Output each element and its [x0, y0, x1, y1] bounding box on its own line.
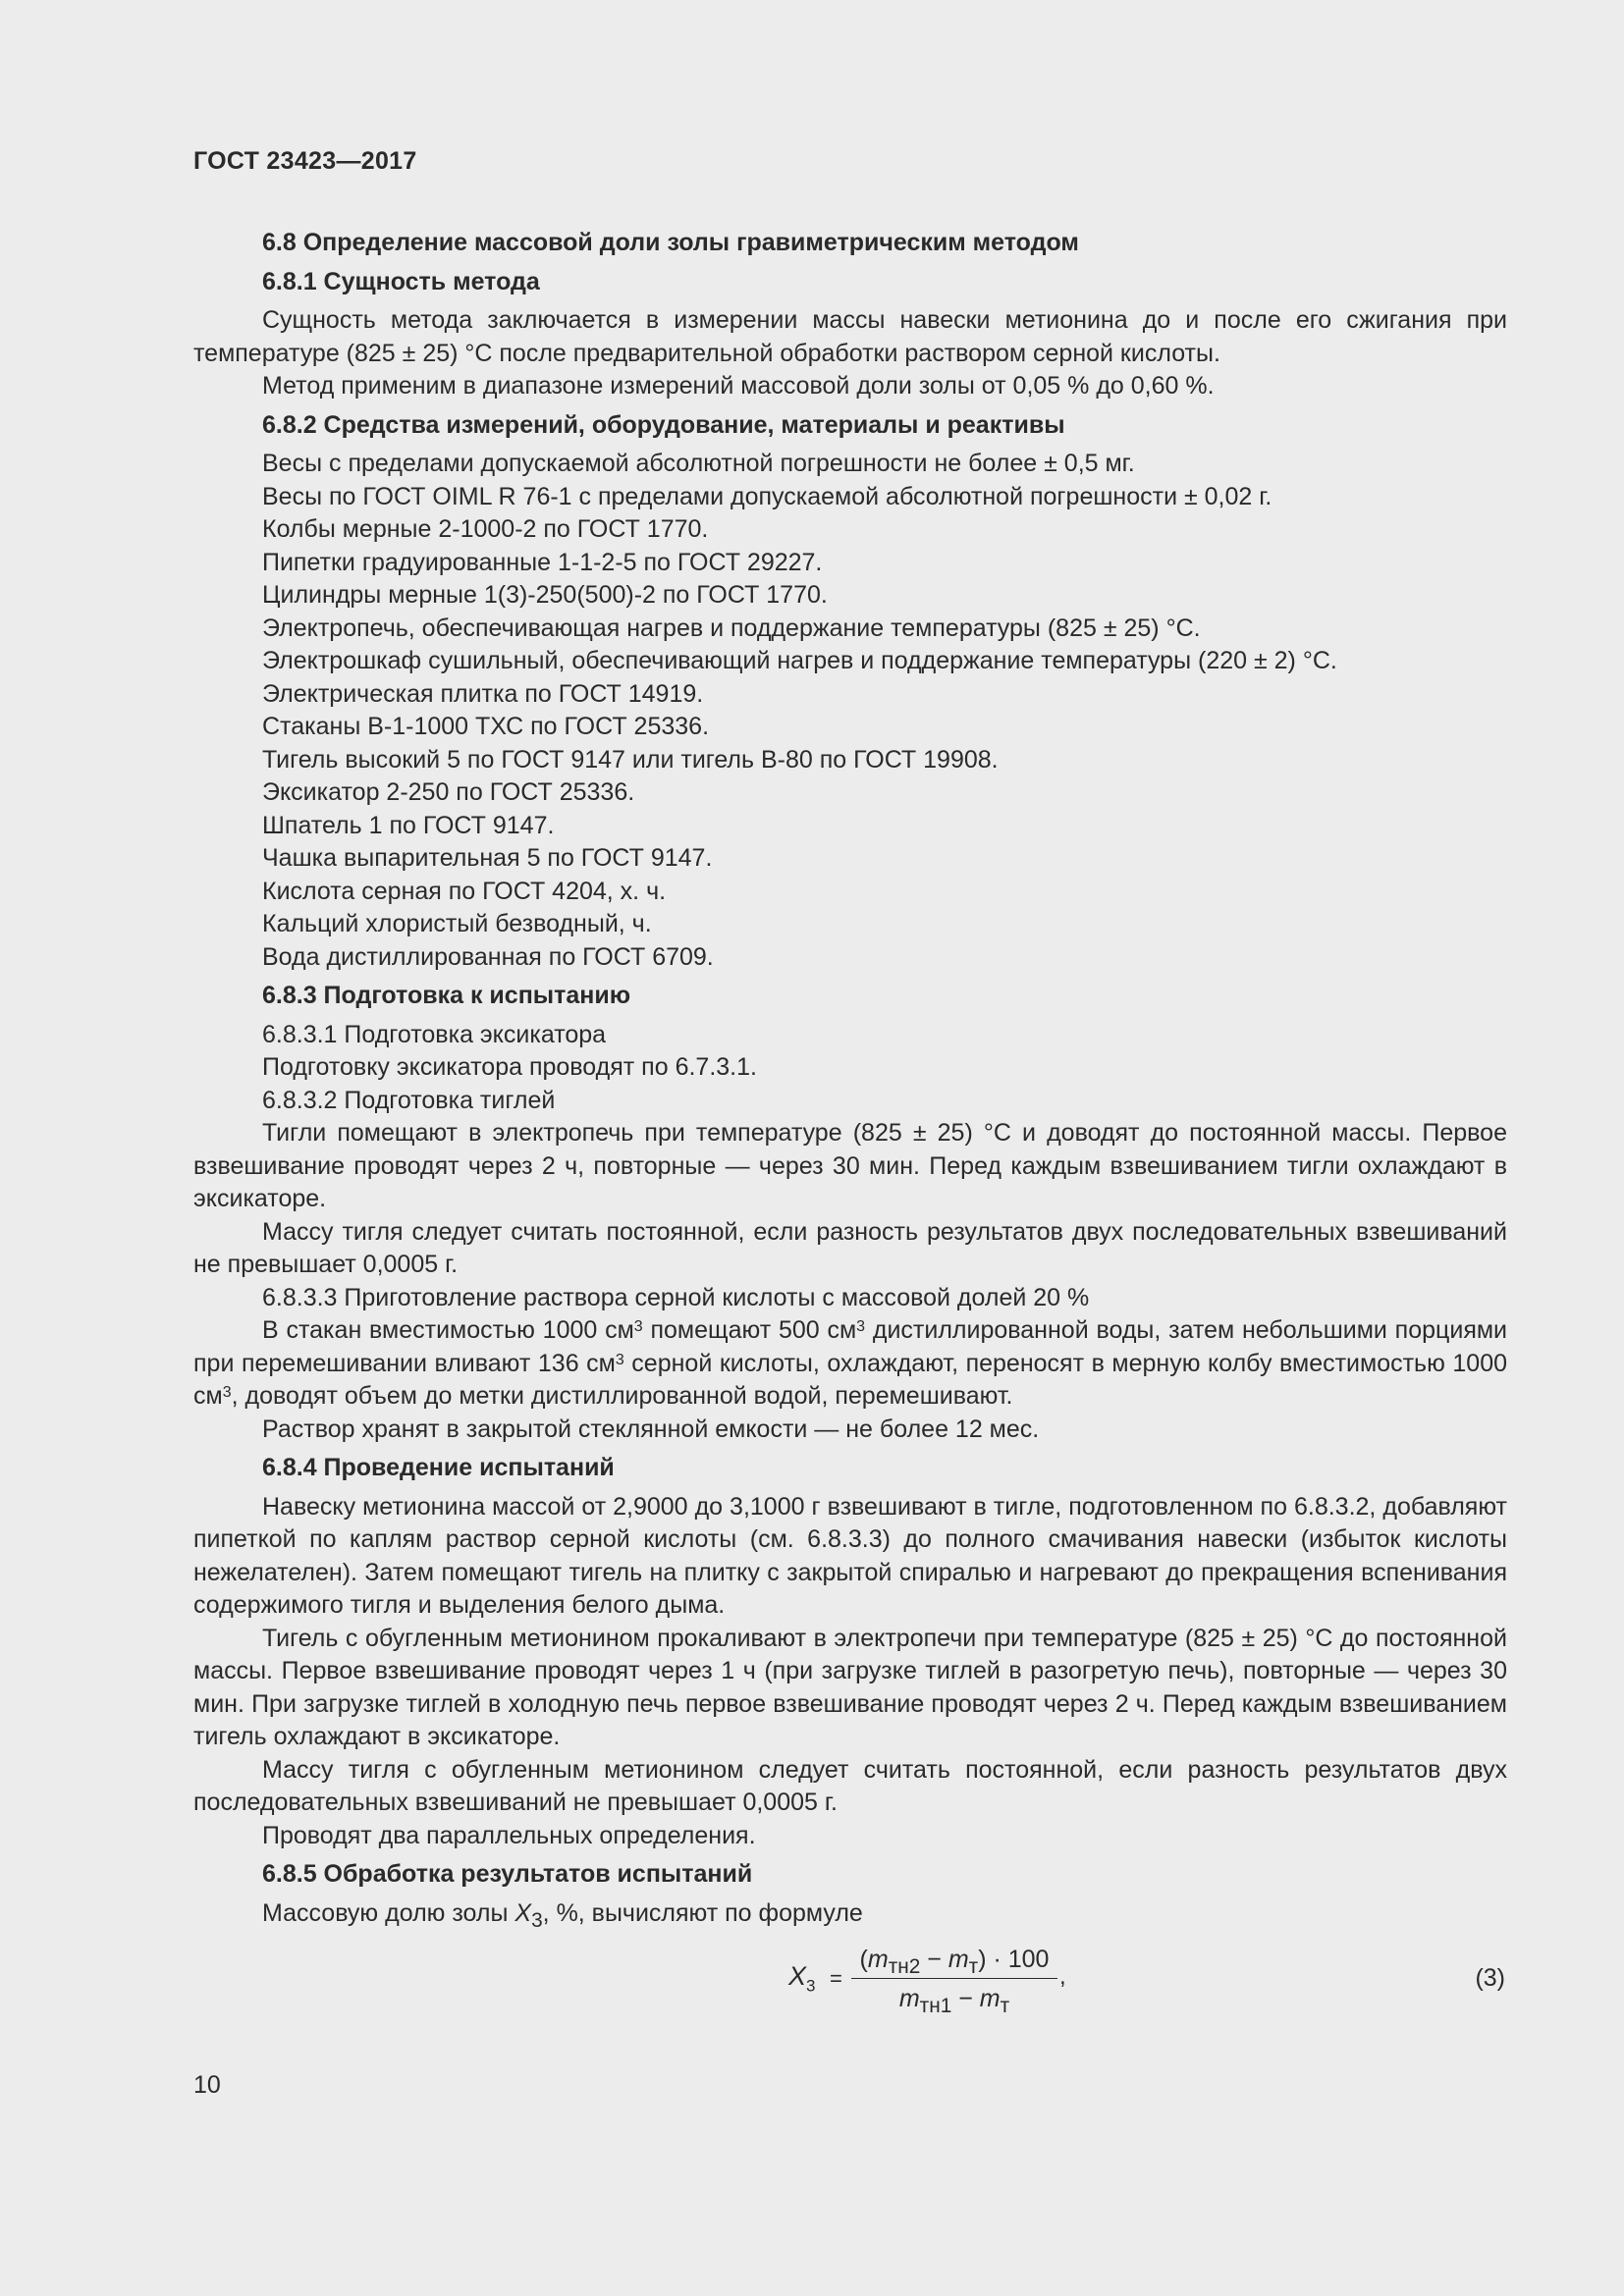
formula-denominator: $m_{тн1} - m_т$: [898, 1985, 1010, 2017]
paragraph: Тигли помещают в электропечь при температуре (825 ± 25) °С и доводят до постоянной массы. Первое взвешивание проводят через 2 ч, повторные — через 30 мин. Перед каждым взвешиванием тигли охлаждают в эксикаторе.: [193, 1119, 1507, 1212]
formula-numerator: $(m_{тн2} - m_т) \cdot 100$: [859, 1946, 1050, 1978]
list-item: Весы по ГОСТ OIML R 76-1 с пределами допускаемой абсолютной погрешности ± 0,02 г.: [262, 482, 1272, 510]
subsection-6-8-3-2-title: 6.8.3.2 Подготовка тиглей: [262, 1086, 556, 1114]
section-6-8-3-heading: 6.8.3 Подготовка к испытанию: [262, 982, 631, 1009]
list-item: Весы с пределами допускаемой абсолютной погрешности не более ± 0,5 мг.: [262, 450, 1135, 477]
paragraph-formula-intro: Массовую долю золы $X_3$, %, вычисляют по формуле: [262, 1898, 863, 1932]
document-header: ГОСТ 23423—2017: [193, 147, 417, 175]
paragraph: Подготовку эксикатора проводят по 6.7.3.1.: [262, 1053, 757, 1081]
formula-number: (3): [1475, 1964, 1505, 1992]
paragraph: Массу тигля с обугленным метионином следует считать постоянной, если разность результатов двух последовательных взвешиваний не превышает 0,0005 г.: [193, 1755, 1507, 1816]
list-item: Эксикатор 2-250 по ГОСТ 25336.: [262, 778, 635, 806]
paragraph: Метод применим в диапазоне измерений массовой доли золы от 0,05 % до 0,60 %.: [262, 372, 1215, 400]
formula-3: [193, 1943, 1507, 2015]
formula-equals: =: [830, 1966, 842, 1991]
paragraph: Тигель с обугленным метионином прокаливают в электропечи при температуре (825 ± 25) °С до постоянной массы. Первое взвешивание проводят через 1 ч (при загрузке тиглей в разогретую печь), повторные — через 30 мин. При загрузке тиглей в холодную печь первое взвешивание проводят через 2 ч. Перед каждым взвешиванием тигель охлаждают в эксикаторе.: [193, 1624, 1507, 1750]
section-6-8-2-heading: 6.8.2 Средства измерений, оборудование, материалы и реактивы: [262, 410, 1065, 439]
paragraph: Сущность метода заключается в измерении массы навески метионина до и после его сжигания при температуре (825 ± 25) °С после предварительной обработки раствором серной кислоты.: [193, 306, 1507, 367]
formula-comma: ,: [1059, 1963, 1066, 1990]
list-item: Электрическая плитка по ГОСТ 14919.: [262, 679, 704, 708]
list-item: Тигель высокий 5 по ГОСТ 9147 или тигель В-80 по ГОСТ 19908.: [262, 745, 999, 774]
paragraph: Проводят два параллельных определения.: [262, 1821, 756, 1849]
list-item: Колбы мерные 2-1000-2 по ГОСТ 1770.: [262, 515, 709, 543]
section-6-8-5-heading: 6.8.5 Обработка результатов испытаний: [262, 1860, 753, 1888]
paragraph: Навеску метионина массой от 2,9000 до 3,1000 г взвешивают в тигле, подготовленном по 6.8.3.2, добавляют пипеткой по каплям раствор серной кислоты (см. 6.8.3.3) до полного смачивания навески (избыток кислоты нежелателен). Затем помещают тигель на плитку с закрытой спиралью и нагревают до прекращения вспенивания содержимого тигля и выделения белого дыма.: [193, 1492, 1507, 1619]
subsection-6-8-3-3-title: 6.8.3.3 Приготовление раствора серной кислоты с массовой долей 20 %: [262, 1283, 1090, 1311]
formula-lhs: $X_3$: [788, 1961, 816, 1996]
paragraph-solution-preparation: В стакан вместимостью 1000 $см^3$ помещают 500 $см^3$ дистиллированной воды, затем небольшими порциями при перемешивании вливают 136 $см^3$ серной кислоты, охлаждают, переносят в мерную колбу вместимостью 1000 $см^3$, доводят объем до метки дистиллированной водой, перемешивают.: [193, 1316, 1508, 1410]
list-item: Кислота серная по ГОСТ 4204, х. ч.: [262, 877, 667, 905]
list-item: Чашка выпарительная 5 по ГОСТ 9147.: [262, 844, 713, 872]
section-6-8-1-heading: 6.8.1 Сущность метода: [262, 267, 540, 295]
list-item: Кальций хлористый безводный, ч.: [262, 910, 652, 937]
subsection-6-8-3-1-title: 6.8.3.1 Подготовка эксикатора: [262, 1020, 607, 1048]
document-body: [193, 221, 1507, 2015]
list-item: Шпатель 1 по ГОСТ 9147.: [262, 811, 555, 839]
list-item: Электропечь, обеспечивающая нагрев и поддержание температуры (825 ± 25) °С.: [262, 614, 1201, 642]
section-6-8-4-heading: 6.8.4 Проведение испытаний: [262, 1454, 615, 1481]
list-item: Вода дистиллированная по ГОСТ 6709.: [262, 942, 714, 971]
list-item: Стаканы В-1-1000 ТХС по ГОСТ 25336.: [262, 713, 710, 740]
list-item: Электрошкаф сушильный, обеспечивающий нагрев и поддержание температуры (220 ± 2) °С.: [262, 647, 1337, 674]
paragraph: Массу тигля следует считать постоянной, если разность результатов двух последовательных взвешиваний не превышает 0,0005 г.: [193, 1217, 1507, 1278]
section-6-8-heading: 6.8 Определение массовой доли золы гравиметрическим методом: [262, 229, 1079, 256]
list-item: Пипетки градуированные 1-1-2-5 по ГОСТ 29227.: [262, 548, 823, 576]
page-number: 10: [193, 2071, 221, 2099]
formula-fraction-bar: [851, 1978, 1057, 1979]
list-item: Цилиндры мерные 1(3)-250(500)-2 по ГОСТ 1770.: [262, 581, 828, 609]
paragraph: Раствор хранят в закрытой стеклянной емкости — не более 12 мес.: [262, 1415, 1040, 1443]
